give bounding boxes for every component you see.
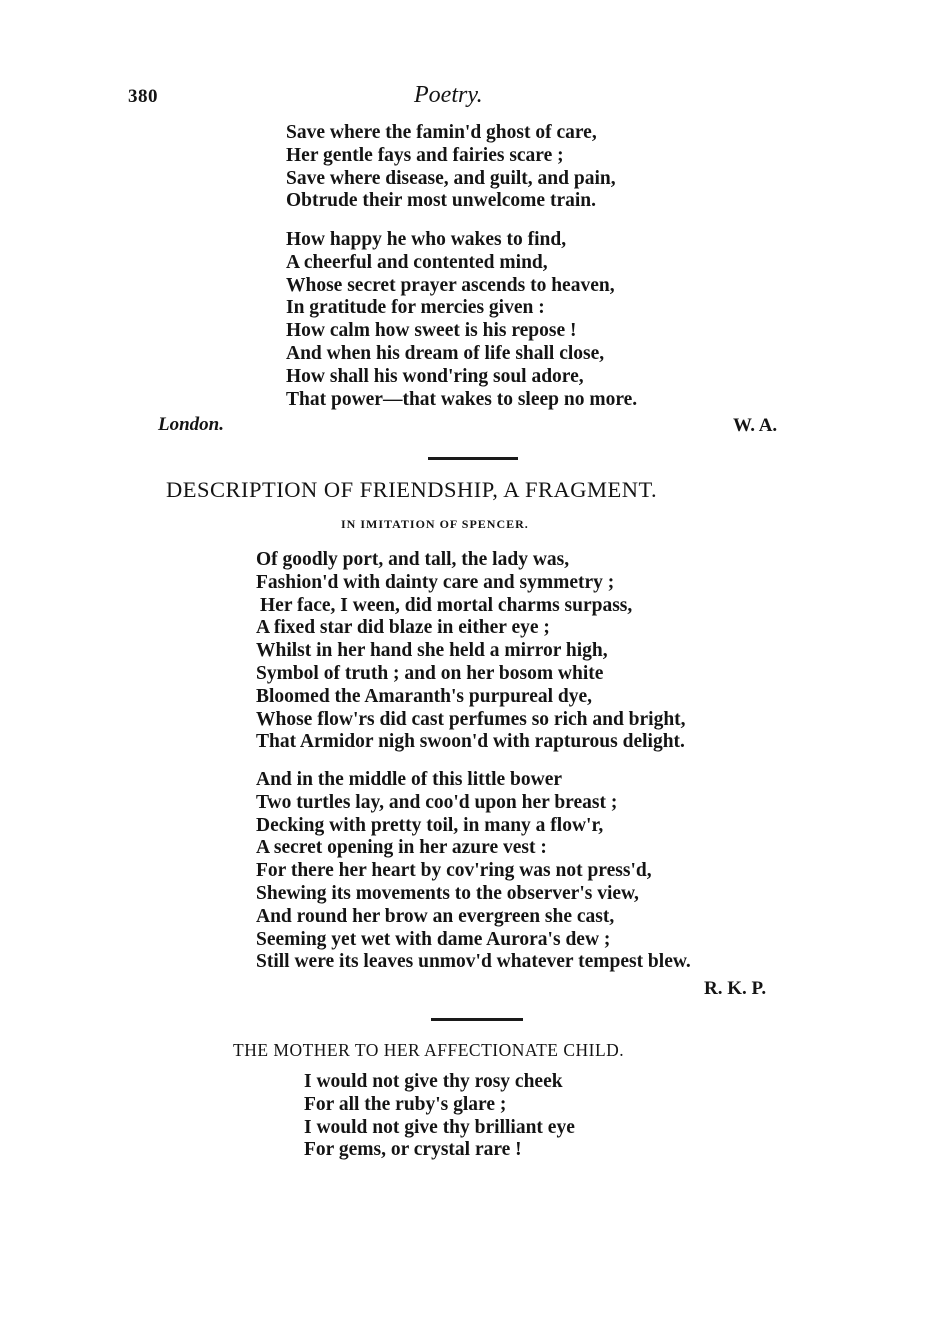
verse-line: I would not give thy brilliant eye (304, 1116, 575, 1138)
verse-line: Shewing its movements to the observer's view, (256, 882, 639, 904)
verse-line: And when his dream of life shall close, (286, 342, 605, 364)
verse-line: Of goodly port, and tall, the lady was, (256, 549, 570, 570)
verse-line: Decking with pretty toil, in many a flow'r, (256, 814, 604, 836)
section-divider (431, 1018, 523, 1021)
verse-line: Fashion'd with dainty care and symmetry ; (256, 571, 615, 593)
poem2-stanza-1 (256, 549, 686, 754)
verse-line: I would not give thy rosy cheek (304, 1071, 563, 1092)
verse-line: For gems, or crystal rare ! (304, 1139, 522, 1161)
section-divider (428, 457, 518, 460)
poem-title: THE MOTHER TO HER AFFECTIONATE CHILD. (233, 1040, 625, 1060)
verse-line: How shall his wond'ring soul adore, (286, 365, 584, 387)
poem1-stanza-1 (286, 122, 616, 213)
verse-line: For all the ruby's glare ; (304, 1093, 507, 1115)
verse-line: How calm how sweet is his repose ! (286, 320, 577, 342)
running-head: Poetry. (414, 82, 483, 108)
verse-line: Whose flow'rs did cast perfumes so rich and bright, (256, 708, 686, 730)
verse-line: Obtrude their most unwelcome train. (286, 190, 596, 212)
verse-line: That power—that wakes to sleep no more. (286, 388, 638, 410)
poem3-stanza-1 (304, 1071, 575, 1162)
verse-line: Whilst in her hand she held a mirror high, (256, 640, 608, 662)
poem-title: DESCRIPTION OF FRIENDSHIP, A FRAGMENT. (166, 477, 658, 502)
verse-line: Bloomed the Amaranth's purpureal dye, (256, 685, 593, 707)
verse-line: For there her heart by cov'ring was not press'd, (256, 860, 652, 882)
verse-line: Seeming yet wet with dame Aurora's dew ; (256, 928, 611, 950)
verse-line: Whose secret prayer ascends to heaven, (286, 274, 615, 296)
poem-subtitle: IN IMITATION OF SPENCER. (341, 517, 529, 531)
verse-line: That Armidor nigh swoon'd with rapturous delight. (256, 731, 685, 753)
verse-line: And round her brow an evergreen she cast, (256, 905, 615, 927)
verse-line: Symbol of truth ; and on her bosom white (256, 662, 604, 684)
verse-line: A secret opening in her azure vest : (256, 837, 547, 859)
place-attribution: London. (158, 414, 224, 435)
verse-line: A cheerful and contented mind, (286, 251, 548, 273)
verse-line: Two turtles lay, and coo'd upon her breast ; (256, 791, 618, 813)
poem2-stanza-2 (256, 769, 691, 974)
verse-line: Her face, I ween, did mortal charms surpass, (260, 594, 633, 616)
verse-line: A fixed star did blaze in either eye ; (256, 617, 550, 639)
verse-line: In gratitude for mercies given : (286, 297, 545, 319)
verse-line: And in the middle of this little bower (256, 769, 563, 790)
verse-line: Save where the famin'd ghost of care, (286, 122, 597, 143)
page-number: 380 (128, 86, 158, 107)
verse-line: How happy he who wakes to find, (286, 229, 567, 250)
verse-line: Her gentle fays and fairies scare ; (286, 144, 564, 166)
signature: W. A. (733, 415, 778, 436)
signature: R. K. P. (704, 978, 767, 999)
poem1-stanza-2 (286, 229, 637, 411)
verse-line: Still were its leaves unmov'd whatever tempest blew. (256, 951, 691, 973)
verse-line: Save where disease, and guilt, and pain, (286, 167, 616, 189)
